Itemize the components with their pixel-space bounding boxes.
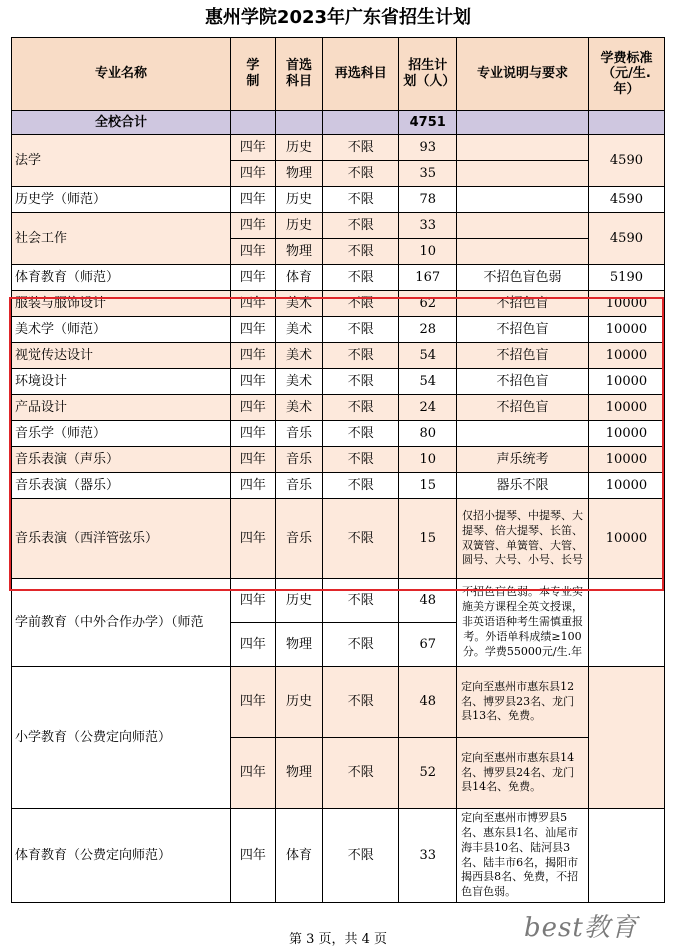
major-name: 体育教育（师范）	[12, 265, 231, 291]
major-name: 法学	[12, 135, 231, 187]
fee-cell: 10000	[588, 395, 664, 421]
total-label: 全校合计	[12, 111, 231, 135]
major-name: 服装与服饰设计	[12, 291, 231, 317]
header-notes: 专业说明与要求	[457, 38, 589, 111]
fee-cell	[588, 809, 664, 903]
notes-cell: 定向至惠州市惠东县12名、博罗县23名、龙门县13名、免费。	[457, 667, 589, 738]
notes-cell: 器乐不限	[457, 473, 589, 499]
page-title: 惠州学院2023年广东省招生计划	[204, 7, 472, 28]
header-duration: 学制	[231, 38, 276, 111]
notes-cell: 不招色盲	[457, 343, 589, 369]
fee-cell: 5190	[588, 265, 664, 291]
major-name: 音乐学（师范）	[12, 421, 231, 447]
page-number: 第 3 页，共 4 页	[288, 932, 388, 947]
table-row: 社会工作 四年 历史 不限 33 4590	[12, 213, 665, 239]
fee-cell	[588, 667, 664, 809]
table-row: 视觉传达设计 四年 美术 不限 54 不招色盲 10000	[12, 343, 665, 369]
table-row: 历史学（师范） 四年 历史 不限 78 4590	[12, 187, 665, 213]
header-first-subject: 首选科目	[275, 38, 323, 111]
major-name: 社会工作	[12, 213, 231, 265]
major-name: 小学教育（公费定向师范）	[12, 667, 231, 809]
notes-cell: 不招色盲色弱	[457, 265, 589, 291]
fee-cell: 10000	[588, 473, 664, 499]
notes-cell: 定向至惠州市博罗县5名、惠东县1名、汕尾市海丰县10名、陆河县3名、陆丰市6名，揭阳市揭西县8名、免费，不招色盲色弱。	[457, 809, 589, 903]
fee-cell	[588, 579, 664, 667]
fee-cell: 10000	[588, 343, 664, 369]
table-row: 音乐表演（器乐） 四年 音乐 不限 15 器乐不限 10000	[12, 473, 665, 499]
notes-cell: 不招色盲	[457, 317, 589, 343]
fee-cell: 10000	[588, 499, 664, 579]
fee-cell: 4590	[588, 135, 664, 187]
table-row: 四年 物理 不限 52 定向至惠州市惠东县14名、博罗县24名、龙门县14名、免费。	[12, 738, 665, 809]
table-row: 音乐学（师范） 四年 音乐 不限 80 10000	[12, 421, 665, 447]
enrollment-plan-table	[11, 37, 665, 903]
total-row	[12, 111, 665, 135]
notes-cell	[457, 421, 589, 447]
watermark-logo: best教育	[524, 913, 638, 943]
major-name: 音乐表演（西洋管弦乐）	[12, 499, 231, 579]
major-name: 美术学（师范）	[12, 317, 231, 343]
notes-cell: 定向至惠州市惠东县14名、博罗县24名、龙门县14名、免费。	[457, 738, 589, 809]
major-name: 体育教育（公费定向师范）	[12, 809, 231, 903]
major-name: 音乐表演（器乐）	[12, 473, 231, 499]
table-row: 学前教育（中外合作办学）（师范 四年 历史 不限 48 不招色盲色弱。本专业实施美方课程全英文授课，非英语语种考生需慎重报考。外语单科成绩≥100分。学费55000元/生.年	[12, 579, 665, 623]
table-row: 环境设计 四年 美术 不限 54 不招色盲 10000	[12, 369, 665, 395]
table-row: 小学教育（公费定向师范） 四年 历史 不限 48 定向至惠州市惠东县12名、博罗县23名、龙门县13名、免费。	[12, 667, 665, 738]
fee-cell: 10000	[588, 447, 664, 473]
notes-cell: 不招色盲	[457, 291, 589, 317]
major-name: 环境设计	[12, 369, 231, 395]
major-name: 视觉传达设计	[12, 343, 231, 369]
table-row: 四年 物理 不限 67	[12, 623, 665, 667]
table-row: 体育教育（公费定向师范） 四年 体育 不限 33 定向至惠州市博罗县5名、惠东县1名、汕尾市海丰县10名、陆河县3名、陆丰市6名，揭阳市揭西县8名、免费，不招色盲色弱。	[12, 809, 665, 903]
table-row: 产品设计 四年 美术 不限 24 不招色盲 10000	[12, 395, 665, 421]
table-row: 四年 物理 不限 10	[12, 239, 665, 265]
header-fee: 学费标准（元/生.年）	[588, 38, 664, 111]
table-row: 服装与服饰设计 四年 美术 不限 62 不招色盲 10000	[12, 291, 665, 317]
notes-cell: 声乐统考	[457, 447, 589, 473]
header-plan: 招生计划（人）	[399, 38, 457, 111]
header-row	[12, 38, 665, 111]
fee-cell: 4590	[588, 187, 664, 213]
fee-cell: 10000	[588, 369, 664, 395]
table-row: 四年 物理 不限 35	[12, 161, 665, 187]
fee-cell: 10000	[588, 421, 664, 447]
notes-cell: 不招色盲色弱。本专业实施美方课程全英文授课，非英语语种考生需慎重报考。外语单科成绩≥100分。学费55000元/生.年	[457, 579, 589, 667]
major-name: 音乐表演（声乐）	[12, 447, 231, 473]
table-row: 音乐表演（西洋管弦乐） 四年 音乐 不限 15 仅招小提琴、中提琴、大提琴、倍大提琴、长笛、双簧管、单簧管、大管、圆号、大号、小号、长号 10000	[12, 499, 665, 579]
fee-cell: 10000	[588, 291, 664, 317]
notes-cell: 不招色盲	[457, 369, 589, 395]
major-name: 学前教育（中外合作办学）（师范	[12, 579, 231, 667]
table-row: 法学 四年 历史 不限 93 4590	[12, 135, 665, 161]
fee-cell: 10000	[588, 317, 664, 343]
table-row: 美术学（师范） 四年 美术 不限 28 不招色盲 10000	[12, 317, 665, 343]
header-reselect: 再选科目	[323, 38, 399, 111]
header-major: 专业名称	[12, 38, 231, 111]
fee-cell: 4590	[588, 213, 664, 265]
total-plan: 4751	[399, 111, 457, 135]
table-row: 体育教育（师范） 四年 体育 不限 167 不招色盲色弱 5190	[12, 265, 665, 291]
major-name: 产品设计	[12, 395, 231, 421]
table-row: 音乐表演（声乐） 四年 音乐 不限 10 声乐统考 10000	[12, 447, 665, 473]
notes-cell: 仅招小提琴、中提琴、大提琴、倍大提琴、长笛、双簧管、单簧管、大管、圆号、大号、小号、长号	[457, 499, 589, 579]
notes-cell: 不招色盲	[457, 395, 589, 421]
major-name: 历史学（师范）	[12, 187, 231, 213]
